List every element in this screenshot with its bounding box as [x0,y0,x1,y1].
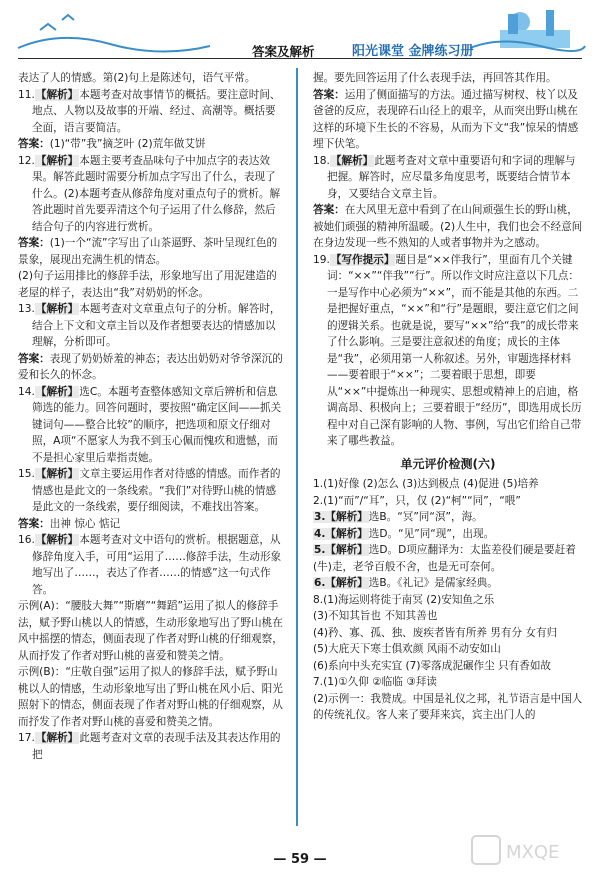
paragraph-text: (1)一个“流”字写出了山茶逼野、茶叶呈现红色的景象，展现出充满生机的情态。 [18,237,278,266]
paragraph-text: 出神 惊心 惦记 [49,517,121,530]
page-number: — 59 — [273,852,327,867]
paragraph-text: 2.(1)“而”/“耳”，只，仅 (2)“柯”“同”，“喂” [313,494,521,507]
answer-paragraph [18,351,286,384]
answer-paragraph [313,575,583,592]
answer-item [18,153,286,236]
svg-text:MXQE: MXQE [506,842,560,863]
item-number: 16. [18,534,35,546]
paragraph-text: 示例(B)：“庄敬自强”运用了拟人的修辞手法，赋予野山桃以人的情感，生动形象地写出了野山桃在风小后、阳光照射下的情态，侧面表现了作者对野山桃的仔细观察，从而抒发了作者对野山桃的喜爱和赞美之情。 [18,666,283,728]
answer-paragraph [313,87,583,153]
item-number: 13. [18,303,35,315]
answer-paragraph [18,598,286,664]
paragraph-text: 在大风里无意中看到了在山间顽强生长的野山桃，被她们顽强的精神所温暖。(2)人生中，我们也会不经意间在身边发现一些不熟知的人或者事物并为之感动。 [313,204,583,249]
answer-item [18,466,286,516]
paragraph-text: 8.(1)海运则将徙于南冥 (2)安知鱼之乐 [313,593,495,606]
paragraph-text: 题目是“××伴我行”，里面有几个关键词：“××”“伴我”“行”。所以作文时应注意以下几点：一是写作中心必须为“××”，而不能是其他的东西。二是把握好重点，“××”和“行”是题眼，要注意它们之间的逻辑关系。也就是说，要写“××”给“我”的成长带来了什么影响。三是要注意叙述的角度；成长的主体是“我”，必须用第一人称叙述。另外，审题选择材料——要着眼于“××”；二要着眼于思想，即要从“××”中提炼出一种现实、思想或精神上的启迪，格调高昂、积极向上；三要着眼于“经历”，即选用成长历程中对自己深有影响的人物、事例，写出它们给自己带来了哪些教益。 [327,253,582,447]
paragraph-text: 表达了人的情感。第(2)句上是陈述句，语气平常。 [18,72,256,84]
paragraph-text: 文章主要运用作者对待感的情感。而作者的情感也是此文的一条线索。“我们”对待野山桃的情感是此文的一条线索，要仔细阅读，不难找出答案。 [32,468,281,513]
answer-label: 答案： [18,517,50,530]
paragraph-text: 此题考查对文章的表现手法及其表达作用的把 [32,732,281,761]
item-number: 17. [18,732,35,744]
paragraph-text: 运用了侧面描写的方法。通过描写树杈、枝丫以及爸爸的反应，表现碎石山径上的艰辛，从而突出野山桃在这样的环境下生长的不容易，从而为下文“我”惊呆的情感埋下伏笔。 [313,88,579,150]
paragraph-text: 本题考查对故事情节的概括。要注意时间、地点、人物以及故事的开端、经过、高潮等。概括要全面，语言要简洁。 [32,88,281,134]
paragraph-text: 本题考查对文中语句的赏析。根据题意，从修辞角度入手，可用“运用了……修辞手法，生动形象地写出了……，表达了作者……的情感”这一句式作答。 [32,534,282,596]
paragraph-text: 选C。本题考查整体感知文章后辨析和信息筛选的能力。回答问题时，要按照“确定区间——抓关键词句——整合比较”的顺序，把选项和原文仔细对照，A项“不愿家人为我不到玉心佩而愧疚和遗憾，而不是担心家里后辈指责她。 [32,385,282,464]
analysis-tag: 【解析】 [35,385,79,398]
paragraph-text: 7.(1)①久仰 ②临临 ③拜读 [313,676,437,688]
answer-paragraph [18,235,286,268]
paragraph-text: 选B。“冥”同“溟”，海。 [368,511,483,523]
item-number: 15. [18,468,35,480]
answer-paragraph [18,516,286,533]
answer-paragraph [313,691,583,724]
analysis-tag: 【解析】 [35,732,79,744]
answer-item [18,384,286,467]
right-column [313,70,583,724]
answer-label: 答案： [18,352,50,365]
answer-paragraph [18,70,286,87]
answer-paragraph [18,664,286,730]
paragraph-text: 示例(A)：“腰肢大舞”“斯磨”“舞蹈”运用了拟人的修辞手法，赋予野山桃以人的情感，生动形象地写出了野山桃在风中摇摆的情态，侧面表现了作者对野山桃的仔细观察，从而抒发了作者对野山桃的喜爱和赞美之情。 [18,600,283,662]
answer-item [18,532,286,598]
column-divider [296,68,298,826]
analysis-tag: 【解析】 [35,468,79,480]
answer-paragraph [313,658,583,675]
paragraph-text: 本题考查对文章重点句子的分析。解答时，结合上下文和文章主旨以及作者想要表达的情感加以理解，分析即可。 [32,303,281,348]
item-number: 19. [313,253,330,266]
answer-paragraph [313,625,583,642]
answer-item [313,252,583,450]
item-number: 11. [18,88,35,101]
analysis-tag: 【解析】 [35,303,79,315]
paragraph-text: (4)矜、寡、孤、独、废疾者皆有所养 男有分 女有归 [313,626,558,639]
answer-paragraph [18,136,286,153]
answer-paragraph [313,476,583,493]
paragraph-text: 握。要先回答运用了什么表现手法，再回答其作用。 [313,72,557,84]
answer-paragraph [313,526,583,543]
analysis-tag: 4.【解析】 [314,527,368,540]
paragraph-text: (2)句子运用排比的修辞手法，形象地写出了用泥建造的老屋的样子，表达出“我”对奶奶的怀念。 [18,270,277,299]
answer-label: 答案： [313,88,345,101]
paragraph-text: 选D。“见”同“现”，出现。 [368,527,495,540]
section-title: 单元评价检测(六) [400,456,496,471]
item-number: 18. [313,154,330,167]
paragraph-text: (5)大庇天下寒士俱欢颜 风雨不动安如山 [313,643,501,655]
watermark-logo-icon [470,830,590,870]
answer-item [18,730,286,763]
answer-label: 答案： [313,204,345,216]
left-column [18,70,286,763]
answer-paragraph [313,641,583,658]
answer-paragraph [313,674,583,691]
paragraph-text: 表现了奶奶娇羞的神态；表达出奶奶对爷爷深沉的爱和长久的怀念。 [18,352,283,381]
analysis-tag: 6.【解析】 [314,577,368,589]
answer-paragraph [313,202,583,252]
answer-paragraph [313,592,583,609]
header-title-right: 阳光课堂 金牌练习册 [352,44,474,59]
answer-item [313,153,583,203]
analysis-tag: 【解析】 [35,534,79,546]
paragraph-text: (6)系向中头充实宜 (7)零落成泥碾作尘 只有香如故 [313,659,552,672]
paragraph-text: 此题考查对文章中重要语句和字词的理解与把握。解答时，应尽量多角度思考，既要结合情节本身，又要结合文章主旨。 [327,154,576,200]
item-number: 14. [18,385,35,398]
paragraph-text: 选D。D项应翻译为：太监差役们硬是要赶着(牛)走，老爷百般不舍，也是无可奈何。 [313,544,576,573]
paragraph-text: 选B。《礼记》是儒家经典。 [368,577,498,589]
answer-label: 答案： [18,237,50,249]
header-rule [18,58,582,59]
analysis-tag: 【解析】 [35,154,79,167]
item-number: 12. [18,154,35,167]
answer-paragraph [313,608,583,625]
analysis-tag: 【解析】 [35,88,79,101]
analysis-tag: 【解析】 [330,154,374,167]
answer-label: 答案： [18,138,50,150]
answer-paragraph [313,493,583,510]
answer-paragraph [313,70,583,87]
analysis-tag: 【写作提示】 [330,253,395,266]
answer-item [18,301,286,351]
paragraph-text: (1)“带”我”摘芝叶 (2)荒年做艾饼 [49,138,206,150]
analysis-tag: 3.【解析】 [314,511,368,523]
paragraph-text: (2)示例一：我赞成。中国是礼仪之邦，礼节语言是中国人的传统礼仪。客人来了要拜来宾，宾主出门人的 [313,692,583,721]
answer-item [18,87,286,137]
page-header [0,0,600,62]
paragraph-text: 本题主要考查品味句子中加点字的表达效果。解答此题时需要分析加点字写出了什么，表现了什么。(2)本题考查从修辞角度对重点句子的赏析。解答此题时首先要弄清这个句子运用了什么修辞，然后结合句子的内容进行赏析。 [32,154,281,233]
header-title-left: 答案及解析 [252,44,315,59]
answer-paragraph [313,542,583,575]
answer-paragraph [18,268,286,301]
answer-paragraph [313,509,583,526]
paragraph-text: 1.(1)好像 (2)怎么 (3)达到极点 (4)促进 (5)培养 [313,478,539,490]
paragraph-text: (3)不知其旨也 不知其善也 [313,610,438,622]
analysis-tag: 5.【解析】 [314,544,368,556]
